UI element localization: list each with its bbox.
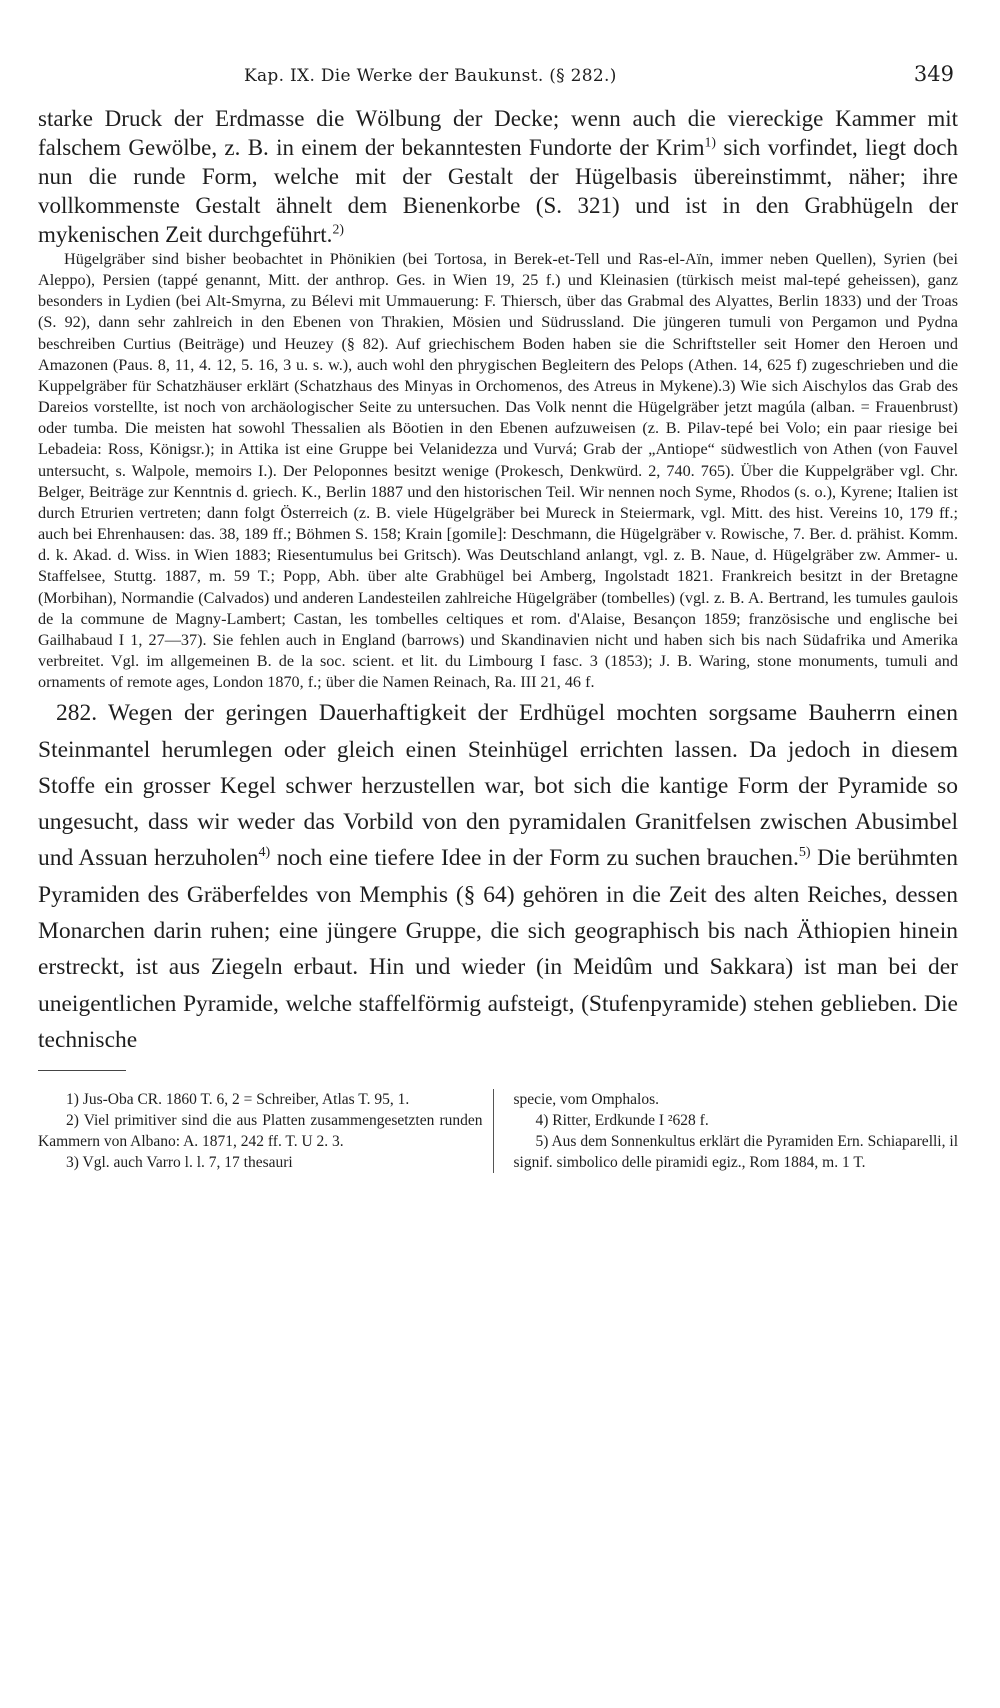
footnote-3: 3) Vgl. auch Varro l. l. 7, 17 thesauri [66, 1154, 293, 1172]
footnote-ref-4: 4) [258, 844, 271, 861]
section-number: 282. [56, 700, 98, 727]
footnote-ref-5: 5) [798, 844, 811, 861]
footnote-rule [38, 1070, 126, 1071]
book-page [38, 62, 958, 1173]
page-number: 349 [913, 62, 954, 86]
footnote-3-continued: specie, vom Omphalos. [513, 1091, 660, 1109]
footnote-5: 5) Aus dem Sonnenkultus erklärt die Pyramiden Ern. Schiaparelli, il signif. simbolico delle piramidi egiz., Rom 1884, m. 1 T. [513, 1133, 958, 1172]
footnotes [38, 1089, 958, 1173]
footnote-ref-1: 1) [704, 134, 717, 150]
footnote-1: 1) Jus-Oba CR. 1860 T. 6, 2 = Schreiber, Atlas T. 95, 1. [66, 1091, 410, 1109]
running-header [244, 62, 958, 86]
small-print-paragraph: Hügelgräber sind bisher beobachtet in Phönikien (bei Tortosa, in Berek-et-Tell und Ras-el-Aïn, immer neben Quellen), Syrien (bei Aleppo), Persien (tappé genannt, Mitt. der anthrop. Ges. in Wien 19, 25 f.) und Kleinasien (türkisch meist mal-tepé geheissen), ganz besonders in Lydien (bei Alt-Smyrna, zu Bélevi mit Ummauerung: F. Thiersch, über das Grabmal des Alyattes, Berlin 1833) und der Troas (S. 92), dann sehr zahlreich in den Ebenen von Thrakien, Mösien und Südrussland. Die jüngeren tumuli von Pergamon und Pydna beschreiben Curtius (Beiträge) und Heuzey (§ 82). Auf griechischem Boden haben sie die Schriftsteller seit Homer den Heroen und Amazonen (Paus. 8, 11, 4. 12, 5. 16, 3 u. s. w.), auch wohl den phrygischen Begleitern des Pelops (Athen. 14, 625 f) zugeschrieben und die Kuppelgräber für Schatzhäuser erklärt (Schatzhaus des Minyas in Orchomenos, des Atreus in Mykene).3) Wie sich Aischylos das Grab des Dareios vorstellte, ist noch von archäologischer Seite zu untersuchen. Das Volk nennt die Hügelgräber jetzt magúla (alban. = Frauenbrust) oder tumba. Die meisten hat sowohl Thessalien als Böotien in den Ebenen aufzuweisen (z. B. Pilav-tepé bei Volo; ein paar riesige bei Lebadeia: Ross, Königsr.); in Attika ist eine Gruppe bei Velanidezza und Vurvá; Grab der „Antiope“ südwestlich von Athen (von Fauvel untersucht, s. Walpole, memoirs I.). Der Peloponnes besitzt wenige (Prokesch, Denkwürd. 2, 740. 765). Über die Kuppelgräber vgl. Chr. Belger, Beiträge zur Kenntnis d. griech. K., Berlin 1887 und den historischen Teil. Wir nennen noch Syme, Rhodos (s. o.), Kyrene; Italien ist durch Etrurien vertreten; dann folgt Österreich (z. B. viele Hügelgräber bei Mureck in Steiermark, vgl. Mitt. des hist. Vereins 10, 179 ff.; auch bei Ehrenhausen: das. 38, 189 ff.; Böhmen S. 158; Krain [gomile]: Deschmann, die Hügelgräber v. Rowische, 7. Ber. d. prähist. Komm. d. k. Akad. d. Wiss. in Wien 1883; Riesentumulus bei Gritsch). Was Deutschland anlangt, vgl. z. B. Naue, d. Hügelgräber zw. Ammer- u. Staffelsee, Stuttg. 1887, m. 59 T.; Popp, Abh. über alte Grabhügel bei Amberg, Ingolstadt 1821. Frankreich besitzt in der Bretagne (Morbihan), Normandie (Calvados) und anderen Landesteilen zahlreiche Hügelgräber (tombelles) (vgl. z. B. A. Bertrand, les tumules gaulois de la commune de Magny-Lambert; Castan, les tombelles celtiques et rom. d'Alaise, Besançon 1859; französische und englische bei Gailhabaud I 1, 27—37). Sie fehlen auch in England (barrows) und Skandinavien nicht und haben sich bis nach Südafrika und Amerika verbreitet. Vgl. im allgemeinen B. de la soc. scient. et lit. du Limbourg I fasc. 3 (1853); J. B. Waring, stone monuments, tumuli and ornaments of remote ages, London 1870, f.; über die Namen Reinach, Ra. III 21, 46 f. [38, 250, 958, 692]
footnotes-right-column [514, 1089, 959, 1173]
chapter-title: Kap. IX. Die Werke der Baukunst. (§ 282.) [244, 66, 617, 86]
footnote-ref-2: 2) [332, 221, 344, 237]
footnotes-left-column [38, 1089, 483, 1173]
intro-paragraph: starke Druck der Erdmasse die Wölbung der Decke; wenn auch die viereckige Kammer mit falschem Gewölbe, z. B. in einem der bekanntesten Fundorte der Krim$^{1)}$ sich vorfindet, liegt doch nun die runde Form, welche mit der Gestalt der Hügelbasis übereinstimmt, näher; ihre vollkommenste Gestalt ähnelt dem Bienenkorbe (S. 321) und ist in den Grabhügeln der mykenischen Zeit durchgeführt.$^{2)}$ [38, 106, 959, 247]
column-divider [493, 1089, 494, 1173]
section-282: 282. Wegen der geringen Dauerhaftigkeit der Erdhügel mochten sorgsame Bauherrn einen Steinmantel herumlegen oder gleich einen Steinhügel errichten lassen. Da jedoch in diesem Stoffe ein grosser Kegel schwer herzustellen war, bot sich die kantige Form der Pyramide so ungesucht, dass wir weder das Vorbild von den pyramidalen Granitfelsen zwischen Abusimbel und Assuan herzuholen$^{4)}$ noch eine tiefere Idee in der Form zu suchen brauchen.$^{5)}$ Die berühmten Pyramiden des Gräberfeldes von Memphis (§ 64) gehören in die Zeit des alten Reiches, dessen Monarchen darin ruhen; eine jüngere Gruppe, die sich geographisch bis nach Äthiopien hinein erstreckt, ist aus Ziegeln erbaut. Hin und wieder (in Meidûm und Sakkara) ist man bei der uneigentlichen Pyramide, welche staffelförmig aufsteigt, (Stufenpyramide) stehen geblieben. Die technische [38, 700, 958, 1053]
footnote-4: 4) Ritter, Erdkunde I ²628 f. [535, 1112, 709, 1130]
footnote-2: 2) Viel primitiver sind die aus Platten zusammengesetzten runden Kammern von Albano: A. 1871, 242 ff. T. U 2. 3. [38, 1112, 483, 1151]
